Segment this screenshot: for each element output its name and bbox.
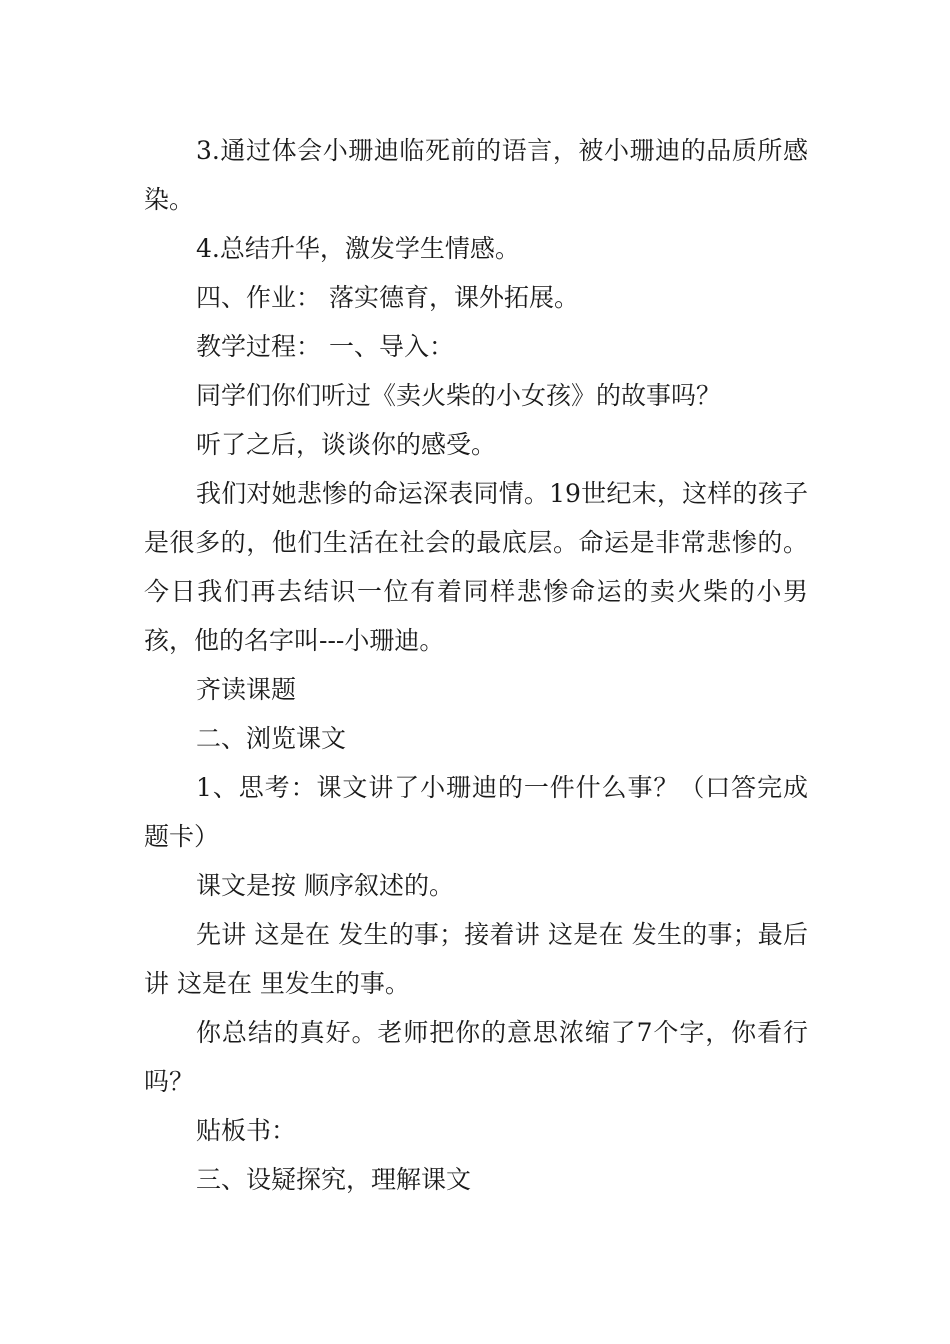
paragraph-intro-feeling: 听了之后，谈谈你的感受。 [196,430,497,459]
document-body [144,126,808,1204]
paragraph-section-explore: 三、设疑探究，理解课文 [196,1165,472,1194]
paragraph-sequence: 先讲 这是在 发生的事；接着讲 这是在 发生的事；最后讲 这是在 里发生的事。 [144,920,808,998]
paragraph-read-title: 齐读课题 [196,675,297,704]
paragraph-objective-3: 3.通过体会小珊迪临死前的语言，被小珊迪的品质所感染。 [144,136,808,214]
paragraph-intro-question: 同学们你们听过《卖火柴的小女孩》的故事吗？ [196,381,722,410]
paragraph-summary: 你总结的真好。老师把你的意思浓缩了7个字，你看行吗？ [144,1018,808,1096]
paragraph-process-heading: 教学过程： 一、导入： [196,332,454,361]
paragraph-board: 贴板书： [196,1116,297,1145]
paragraph-order: 课文是按 顺序叙述的。 [196,871,454,900]
paragraph-intro-story: 我们对她悲惨的命运深表同情。19世纪末，这样的孩子是很多的，他们生活在社会的最底层。命运是非常悲惨的。今日我们再去结识一位有着同样悲惨命运的卖火柴的小男孩，他的名字叫---小珊迪。 [144,479,808,655]
paragraph-homework: 四、作业： 落实德育，课外拓展。 [196,283,579,312]
paragraph-think-question: 1、思考：课文讲了小珊迪的一件什么事？（口答完成题卡） [144,773,808,851]
paragraph-section-browse: 二、浏览课文 [196,724,347,753]
paragraph-objective-4: 4.总结升华，激发学生情感。 [196,234,520,263]
